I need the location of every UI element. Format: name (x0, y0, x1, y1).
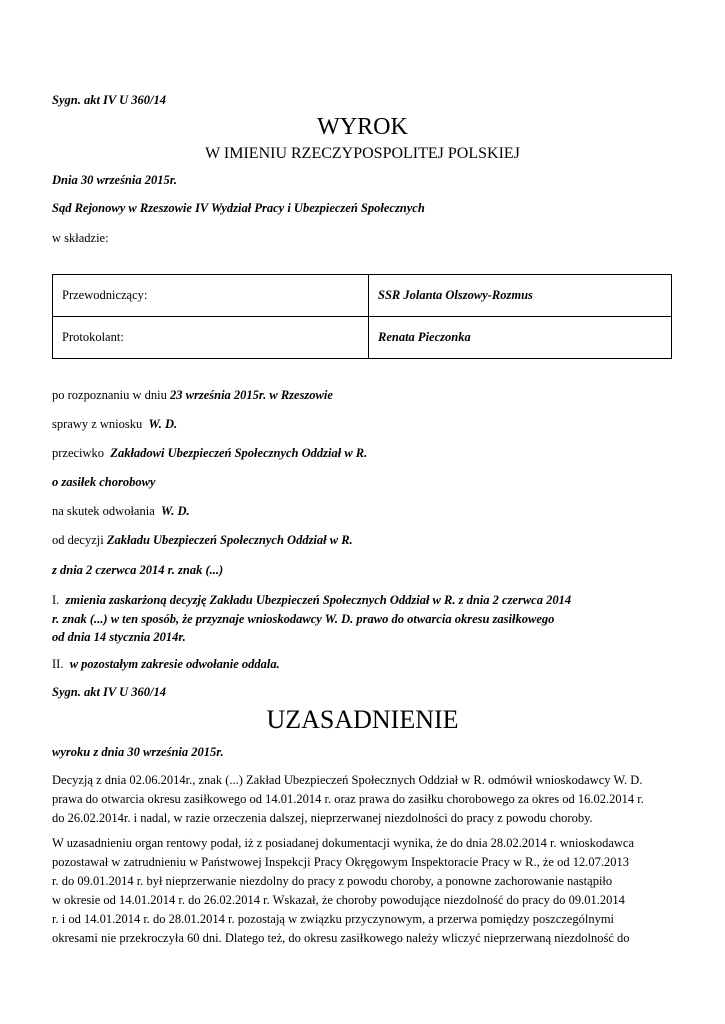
against-value: Zakładowi Ubezpieczeń Społecznych Oddział w R. (110, 446, 368, 460)
decision-value: Zakładu Ubezpieczeń Społecznych Oddział w R. (106, 533, 353, 547)
against-line (52, 445, 367, 461)
composition-table (52, 274, 672, 359)
role-cell: Protokolant: (53, 317, 369, 359)
paragraph-line: Decyzją z dnia 02.06.2014r., znak (...) Zakład Ubezpieczeń Społecznych Oddział w R. odmówił wnioskodawcy W. D. (52, 773, 643, 787)
ruling-1-line-2: r. znak (...) w ten sposób, że przyznaje wnioskodawcy W. D. prawo do otwarcia okresu zasiłkowego (52, 612, 555, 626)
table-row (53, 317, 672, 359)
judgment-title: WYROK (317, 114, 408, 140)
justification-paragraph-2 (52, 834, 672, 948)
decision-date: z dnia 2 czerwca 2014 r. znak (...) (52, 563, 224, 577)
ruling-2-number: II. (52, 657, 64, 671)
decision-line (52, 532, 353, 548)
paragraph-line: w okresie od 14.01.2014 r. do 26.02.2014 r. Wskazał, że choroby powodujące niezdolność do pracy do 09.01.2014 (52, 893, 625, 907)
paragraph-line: pozostawał w zatrudnieniu w Państwowej Inspekcji Pracy Okręgowym Inspektoracie Pracy w R., że od 12.07.2013 (52, 855, 629, 869)
court-name: Sąd Rejonowy w Rzeszowie IV Wydział Pracy i Ubezpieczeń Społecznych (52, 201, 425, 215)
justification-paragraph-1 (52, 771, 672, 828)
hearing-line (52, 387, 333, 403)
decision-prefix: od decyzji (52, 533, 104, 547)
name-cell: Renata Pieczonka (369, 317, 672, 359)
paragraph-line: do 26.02.2014r. i nadal, w razie orzeczenia dalszej, nieprzerwanej niezdolności do pracy z powodu choroby. (52, 811, 593, 825)
case-prefix: sprawy z wniosku (52, 417, 143, 431)
ruling-1-line-3: od dnia 14 stycznia 2014r. (52, 630, 186, 644)
table-row (53, 275, 672, 317)
paragraph-line: W uzasadnieniu organ rentowy podał, iż z posiadanej dokumentacji wynika, że do dnia 28.02.2014 r. wnioskodawca (52, 836, 635, 850)
justification-case-number: Sygn. akt IV U 360/14 (52, 685, 167, 699)
against-prefix: przeciwko (52, 446, 105, 460)
ruling-1-number: I. (52, 593, 60, 607)
appeal-prefix: na skutek odwołania (52, 504, 155, 518)
ruling-2-text: w pozostałym zakresie odwołanie oddala. (69, 657, 280, 671)
ruling-2-line (52, 656, 280, 672)
judgment-subtitle: W IMIENIU RZECZYPOSPOLITEJ POLSKIEJ (205, 145, 520, 162)
case-subject: o zasiłek chorobowy (52, 475, 156, 489)
name-cell: SSR Jolanta Olszowy-Rozmus (369, 275, 672, 317)
appeal-value: W. D. (161, 504, 190, 518)
paragraph-line: okresami nie przekroczyła 60 dni. Dlatego też, do okresu zasiłkowego należy wliczyć nieprzerwaną niezdolność do (52, 931, 630, 945)
paragraph-line: r. do 09.01.2014 r. był nieprzerwanie niezdolny do pracy z powodu choroby, a ponowne zachorowanie nastąpiło (52, 874, 613, 888)
ruling-1-text: zmienia zaskarżoną decyzję Zakładu Ubezpieczeń Społecznych Oddział w R. z dnia 2 czerwca 2014 (65, 593, 572, 607)
ruling-1-line-1 (52, 592, 571, 608)
judgment-date: Dnia 30 września 2015r. (52, 173, 178, 187)
case-number: Sygn. akt IV U 360/14 (52, 93, 167, 107)
hearing-value: 23 września 2015r. w Rzeszowie (170, 388, 333, 402)
justification-subtitle: wyroku z dnia 30 września 2015r. (52, 745, 224, 759)
appeal-line (52, 503, 190, 519)
hearing-prefix: po rozpoznaniu w dniu (52, 388, 167, 402)
role-cell: Przewodniczący: (53, 275, 369, 317)
composition-label: w składzie: (52, 231, 109, 245)
case-line (52, 416, 177, 432)
paragraph-line: prawa do otwarcia okresu zasiłkowego od 14.01.2014 r. oraz prawa do zasiłku chorobowego za okres od 16.02.2014 r. (52, 792, 644, 806)
case-value: W. D. (148, 417, 178, 431)
paragraph-line: r. i od 14.01.2014 r. do 28.01.2014 r. pozostają w związku przyczynowym, a przerwa pomiędzy poszczególnymi (52, 912, 615, 926)
justification-title: UZASADNIENIE (266, 705, 459, 734)
